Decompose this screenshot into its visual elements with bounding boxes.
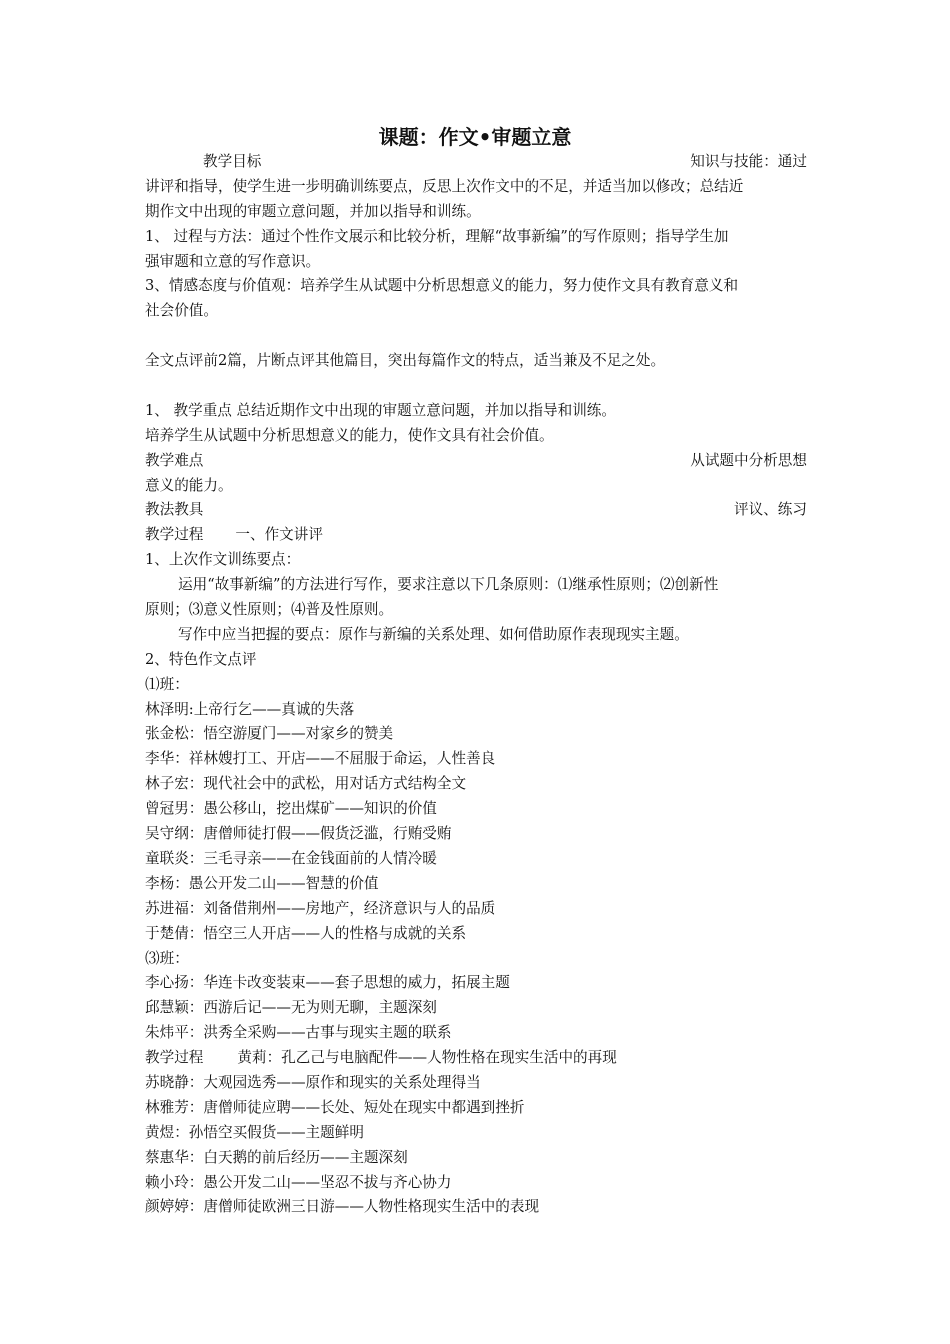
list-item: 李杨：愚公开发二山——智慧的价值 [145, 874, 379, 892]
process-item-line [145, 1046, 807, 1071]
list-item: 吴守纲：唐僧师徒打假——假货泛滥，行贿受贿 [145, 825, 452, 843]
section1-p1-cont: 原则；⑶意义性原则；⑷普及性原则。 [145, 601, 394, 619]
list-item: 黄煜：孙悟空买假货——主题鲜明 [145, 1123, 364, 1141]
key-point: 1、 教学重点 总结近期作文中出现的审题立意问题，并加以指导和训练。 [145, 401, 616, 419]
list-item: 张金松：悟空游厦门——对家乡的赞美 [145, 725, 394, 743]
review-note: 全文点评前2篇，片断点评其他篇目，突出每篇作文的特点，适当兼及不足之处。 [145, 352, 666, 370]
list-item: 林雅芳：唐僧师徒应聘——长处、短处在现实中都遇到挫折 [145, 1098, 525, 1116]
objectives-right: 知识与技能：通过 [690, 153, 807, 170]
text-line: 3、情感态度与价值观：培养学生从试题中分析思想意义的能力，努力使作文具有教育意义和 [145, 277, 739, 295]
section1-p2: 写作中应当把握的要点：原作与新编的关系处理、如何借助原作表现现实主题。 [178, 625, 689, 643]
list-item: 于楚倩：悟空三人开店——人的性格与成就的关系 [145, 924, 467, 942]
process-label-2: 教学过程 [145, 1049, 204, 1067]
methods-right: 评议、练习 [734, 501, 807, 519]
list-item: 苏进福：刘备借荆州——房地产，经济意识与人的品质 [145, 899, 496, 917]
difficulty-right: 从试题中分析思想 [690, 451, 807, 469]
section2-heading: 2、特色作文点评 [145, 650, 257, 668]
page-title: 课题：作文•审题立意 [378, 125, 572, 149]
list-item: 蔡惠华：白天鹅的前后经历——主题深刻 [145, 1148, 408, 1166]
class3-label: ⑶班： [145, 949, 189, 967]
difficulty-label: 教学难点 [145, 451, 204, 469]
blank-line [145, 324, 807, 349]
difficulty-line [145, 449, 807, 474]
difficulty-cont: 意义的能力。 [145, 476, 233, 494]
text-line: 讲评和指导，使学生进一步明确训练要点，反思上次作文中的不足，并适当加以修改；总结近 [145, 177, 744, 195]
blank-line [145, 374, 807, 399]
key-point: 培养学生从试题中分析思想意义的能力，使作文具有社会价值。 [145, 426, 554, 444]
list-item: 邱慧颖：西游后记——无为则无聊，主题深刻 [145, 999, 437, 1017]
list-item: 林子宏：现代社会中的武松，用对话方式结构全文 [145, 775, 467, 793]
process-line [145, 523, 807, 548]
list-item: 李华：祥林嫂打工、开店——不屈服于命运，人性善良 [145, 750, 496, 768]
list-item: 朱炜平：洪秀全采购——古事与现实主题的联系 [145, 1024, 452, 1042]
text-line: 社会价值。 [145, 302, 218, 320]
section1-heading: 1、上次作文训练要点： [145, 551, 301, 569]
text-line: 强审题和立意的写作意识。 [145, 252, 321, 270]
list-item: 赖小玲：愚公开发二山——坚忍不拔与齐心协力 [145, 1173, 452, 1191]
text-line: 1、 过程与方法：通过个性作文展示和比较分析，理解“故事新编”的写作原则；指导学生加 [145, 227, 729, 245]
process-label: 教学过程 [145, 526, 204, 544]
list-item: 童联炎：三毛寻亲——在金钱面前的人情冷暖 [145, 849, 437, 867]
section1-p1: 运用“故事新编”的方法进行写作，要求注意以下几条原则：⑴继承性原则；⑵创新性 [178, 576, 719, 594]
methods-label: 教法教具 [145, 501, 204, 519]
class1-label: ⑴班： [145, 675, 189, 693]
list-item: 颜婷婷：唐僧师徒欧洲三日游——人物性格现实生活中的表现 [145, 1198, 540, 1216]
list-item: 黄莉：孔乙己与电脑配件——人物性格在现实生活中的再现 [237, 1049, 617, 1067]
objectives-label: 教学目标 [203, 153, 262, 170]
list-item: 李心扬：华连卡改变装束——套子思想的威力，拓展主题 [145, 974, 510, 992]
document-body [145, 150, 807, 1220]
list-item: 林泽明:上帝行乞——真诚的失落 [145, 700, 355, 718]
list-item: 苏晓静：大观园选秀——原作和现实的关系处理得当 [145, 1073, 481, 1091]
list-item: 曾冠男：愚公移山，挖出煤矿——知识的价值 [145, 800, 437, 818]
objectives-line [145, 150, 807, 175]
text-line: 期作文中出现的审题立意问题，并加以指导和训练。 [145, 202, 481, 220]
process-text: 一、作文讲评 [235, 526, 323, 544]
methods-line [145, 498, 807, 523]
